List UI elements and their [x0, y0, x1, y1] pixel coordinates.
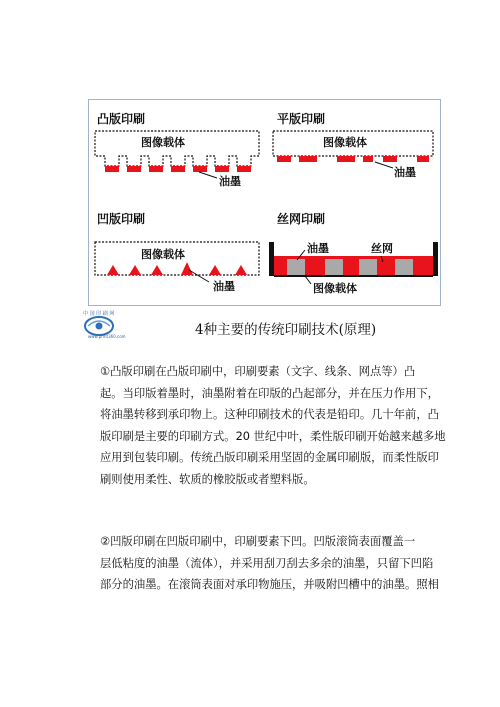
ink-block — [277, 156, 291, 162]
panel-lithography — [267, 100, 440, 200]
ink-block — [149, 166, 163, 172]
text-line: 层低粘度的油墨（流体），并采用刮刀刮去多余的油墨，只留下凹陷 — [100, 556, 434, 570]
paragraph-gravure — [100, 531, 439, 596]
panel-title: 平版印刷 — [277, 112, 326, 126]
ink-block — [417, 156, 429, 162]
text-line: 应用到包装印刷。传统凸版印刷采用坚固的金属印刷版，而柔性版印 — [100, 451, 439, 464]
text-line: 版印刷是主要的印刷方式。20 世纪中叶，柔性版印刷开始越来越多地 — [100, 429, 446, 443]
carrier-label: 图像载体 — [313, 282, 357, 295]
ink-label: 油墨 — [394, 166, 416, 179]
ink-block — [383, 156, 397, 162]
lithography-diagram — [267, 100, 440, 200]
text-line: 起。当印版着墨时，油墨附着在印版的凸起部分，并在压力作用下， — [100, 386, 439, 400]
panel-title: 凸版印刷 — [97, 112, 146, 126]
ink-block — [337, 156, 355, 162]
ink-block — [127, 166, 141, 172]
panel-title: 凹版印刷 — [97, 212, 146, 226]
mesh-label: 丝网 — [371, 242, 393, 255]
ink-block — [171, 166, 185, 172]
text-line: 刷则使用柔性、软质的橡胶版或者塑料版。 — [100, 472, 315, 486]
text-line: ①凸版印刷在凸版印刷中，印刷要素（文字、线条、网点等）凸 — [100, 365, 416, 378]
logo-text: 中 国 印 刷 网 — [83, 311, 115, 317]
figure-caption: 4种主要的传统印刷技术(原理) — [195, 322, 377, 338]
panel-title: 丝网印刷 — [277, 212, 326, 226]
ink-label: 油墨 — [307, 242, 329, 255]
figure-frame — [88, 99, 441, 306]
text-line: 将油墨转移到承印物上。这种印刷技术的代表是铅印。几十年前，凸 — [100, 408, 439, 421]
panel-letterpress — [89, 100, 264, 200]
mesh-block — [325, 259, 343, 275]
mesh-block — [395, 259, 413, 275]
ink-block — [105, 166, 119, 172]
carrier-label: 图像载体 — [323, 136, 367, 149]
mesh-block — [359, 259, 377, 275]
ink-block — [193, 166, 207, 172]
ink-label: 油墨 — [219, 175, 241, 188]
logo-url: www.print360.com — [88, 334, 126, 339]
ink-label: 油墨 — [213, 280, 235, 293]
carrier-label: 图像载体 — [141, 136, 185, 149]
text-line: 部分的油墨。在滚筒表面对承印物施压，并吸附凹槽中的油墨。照相 — [100, 578, 439, 591]
mesh-block — [287, 259, 305, 275]
text-line: ②凹版印刷在凹版印刷中，印刷要素下凹。凹版滚筒表面覆盖一 — [100, 535, 416, 548]
site-logo — [74, 308, 124, 342]
ink-block — [363, 156, 373, 162]
carrier-label: 图像载体 — [141, 248, 185, 261]
paragraph-letterpress — [100, 361, 446, 490]
ink-block — [299, 156, 317, 162]
ink-block — [237, 166, 251, 172]
ink-block — [215, 166, 229, 172]
panel-gravure — [89, 204, 264, 304]
panel-screen — [267, 204, 440, 304]
